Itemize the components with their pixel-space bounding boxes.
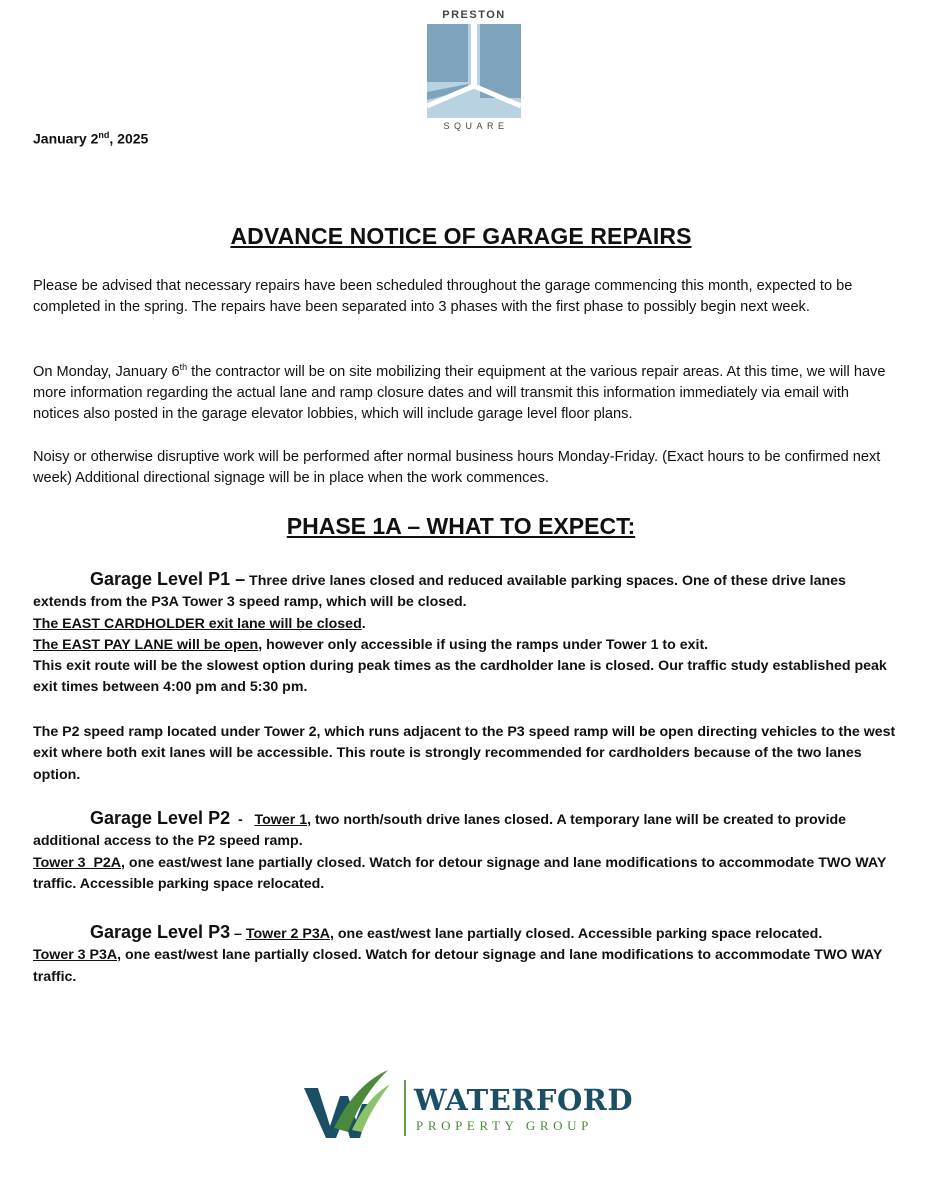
level-p3-section: Garage Level P3 – Tower 2 P3A, one east/west lane partially closed. Accessible parking space relocated. Tower 3 P3A, one east/west lane partially closed. Watch for detour signage and lane modifications to accommodate TWO WAY traffic.: [33, 922, 883, 985]
preston-logo-bottom-text: SQUARE: [443, 121, 509, 131]
waterford-logo-divider: [404, 1080, 406, 1136]
p2-speed-ramp-paragraph: The P2 speed ramp located under Tower 2, which runs adjacent to the P3 speed ramp will be open directing vehicles to the west exit where both exit lanes will be accessible. This route is strongly recommended for cardholders because of the two lanes option.: [33, 724, 896, 783]
waterford-w-logo-mark-icon: [304, 1068, 392, 1142]
waterford-logo-name: WATERFORD: [414, 1083, 634, 1117]
level-p1-heading: Garage Level P1 –: [90, 569, 246, 589]
level-p2-heading: Garage Level P2: [90, 808, 231, 828]
mobilization-paragraph: On Monday, January 6th the contractor will be on site mobilizing their equipment at the various repair areas. At this time, we will have more information regarding the actual lane and ramp closure dates and will transmit this information immediately via email with notices also posted in the garage elevator lobbies, which will include garage level floor plans.: [33, 362, 886, 422]
level-p2-section: Garage Level P2 - Tower 1, two north/south drive lanes closed. A temporary lane will be created to provide additional access to the P2 speed ramp. Tower 3 P2A, one east/west lane partially closed. Watch for detour signage and lane modifications to accommodate TWO WAY traffic. Accessible parking space relocated.: [33, 808, 887, 892]
east-pay-lane-open: The EAST PAY LANE will be open: [33, 636, 259, 653]
preston-square-logo-mark-icon: [427, 24, 521, 118]
level-p3-heading: Garage Level P3: [90, 922, 231, 942]
preston-square-logo: [424, 8, 524, 132]
phase-title: PHASE 1A – WHAT TO EXPECT:: [286, 513, 636, 539]
noisy-work-paragraph: Noisy or otherwise disruptive work will be performed after normal business hours Monday-Friday. (Exact hours to be confirmed next week) Additional directional signage will be in place when the work commences.: [33, 449, 881, 486]
east-cardholder-closed: The EAST CARDHOLDER exit lane will be closed: [33, 615, 362, 632]
notice-title: ADVANCE NOTICE OF GARAGE REPAIRS: [230, 223, 692, 249]
notice-date: January 2nd, 2025: [33, 130, 149, 147]
waterford-logo: [304, 1068, 634, 1144]
preston-logo-top-text: PRESTON: [442, 9, 506, 21]
level-p1-section: Garage Level P1 – Three drive lanes closed and reduced available parking spaces. One of these drive lanes extends from the P3A Tower 3 speed ramp, which will be closed. The EAST CARDHOLDER exit lane will be closed. The EAST PAY LANE will be open, however only accessible if using the ramps under Tower 1 to exit. This exit route will be the slowest option during peak times as the cardholder lane is closed. Our traffic study established peak exit times between 4:00 pm and 5:30 pm.: [33, 569, 887, 696]
intro-paragraph: Please be advised that necessary repairs have been scheduled throughout the garage commencing this month, expected to be completed in the spring. The repairs have been separated into 3 phases with the first phase to possibly begin next week.: [33, 278, 853, 315]
waterford-logo-subtitle: PROPERTY GROUP: [416, 1118, 593, 1133]
